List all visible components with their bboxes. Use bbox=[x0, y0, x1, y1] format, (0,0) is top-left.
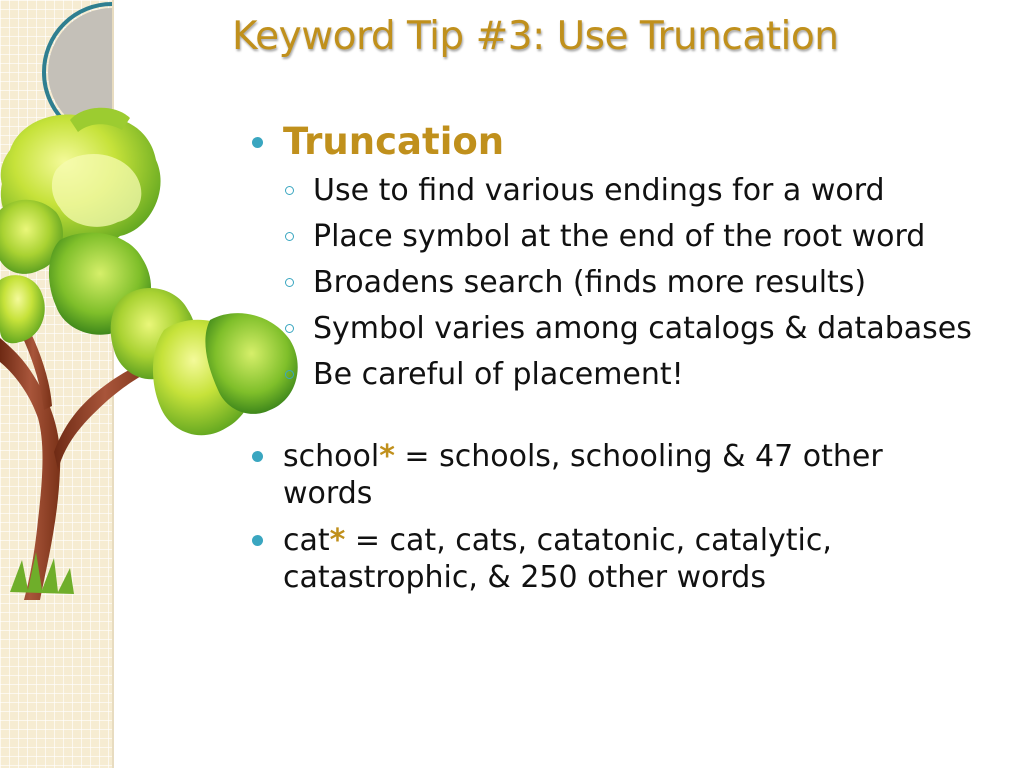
sub-bullet bbox=[250, 260, 1020, 306]
sub-bullet-icon bbox=[285, 186, 294, 195]
slide-title: Keyword Tip #3: Use Truncation bbox=[232, 14, 839, 59]
sub-bullet bbox=[250, 306, 1020, 352]
bullet-icon bbox=[252, 451, 263, 462]
sub-bullet-icon bbox=[285, 324, 294, 333]
bullet-heading-truncation bbox=[250, 118, 1020, 166]
sub-bullet-icon bbox=[285, 370, 294, 379]
slide-content bbox=[250, 118, 1020, 606]
sub-bullet bbox=[250, 214, 1020, 260]
example-bullet-school bbox=[250, 438, 923, 512]
bullet-icon bbox=[252, 137, 263, 148]
sub-bullet-icon bbox=[285, 278, 294, 287]
example-result: = schools, schooling & 47 other words bbox=[283, 439, 883, 511]
truncation-symbol: * bbox=[379, 439, 395, 474]
spacer bbox=[250, 398, 1020, 438]
example-word: cat bbox=[283, 523, 330, 558]
example-word: school bbox=[283, 439, 380, 474]
sub-bullet-text: Broadens search (finds more results) bbox=[313, 265, 867, 300]
heading-text: Truncation bbox=[283, 120, 505, 163]
sub-bullet-text: Use to find various endings for a word bbox=[313, 173, 885, 208]
truncation-symbol: * bbox=[329, 523, 346, 558]
sub-bullet bbox=[250, 168, 1020, 214]
bullet-icon bbox=[252, 535, 263, 546]
sub-bullet-text: Place symbol at the end of the root word bbox=[313, 219, 926, 254]
sub-bullet-icon bbox=[285, 232, 294, 241]
example-bullet-cat bbox=[250, 522, 923, 596]
sub-bullet bbox=[250, 352, 1020, 398]
example-result: = cat, cats, catatonic, catalytic, catastrophic, & 250 other words bbox=[283, 523, 832, 595]
sub-bullet-text: Symbol varies among catalogs & databases bbox=[313, 311, 972, 346]
sub-bullet-text: Be careful of placement! bbox=[313, 357, 684, 392]
